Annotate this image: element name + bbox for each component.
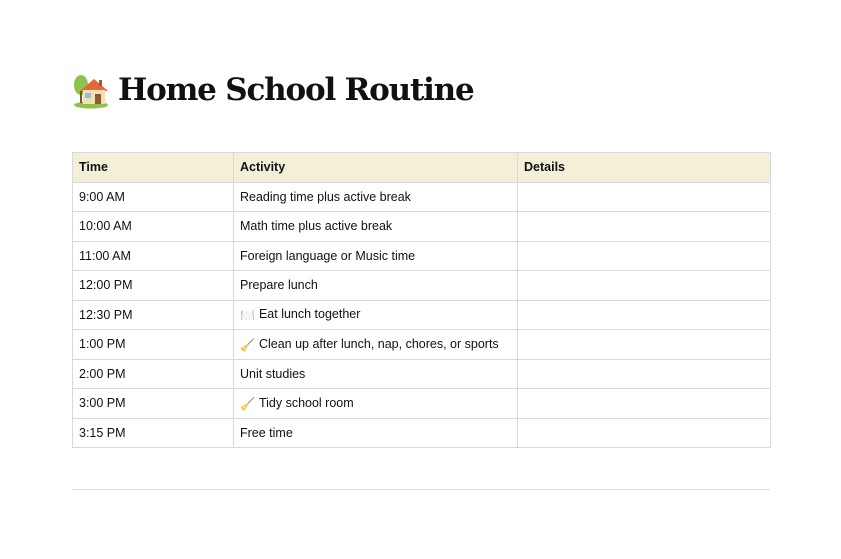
time-cell[interactable]: 1:00 PM xyxy=(73,330,234,360)
time-cell[interactable]: 12:00 PM xyxy=(73,271,234,301)
details-cell[interactable] xyxy=(518,330,771,360)
table-row xyxy=(73,182,771,212)
broom-icon: 🧹 xyxy=(240,337,255,352)
time-cell[interactable]: 3:15 PM xyxy=(73,418,234,448)
time-cell[interactable]: 9:00 AM xyxy=(73,182,234,212)
details-cell[interactable] xyxy=(518,359,771,389)
table-row xyxy=(73,300,771,330)
activity-cell[interactable] xyxy=(234,389,518,419)
details-cell[interactable] xyxy=(518,418,771,448)
activity-text: Eat lunch together xyxy=(258,307,361,322)
activity-cell[interactable] xyxy=(234,418,518,448)
time-cell[interactable]: 11:00 AM xyxy=(73,241,234,271)
activity-text: Clean up after lunch, nap, chores, or sports xyxy=(258,336,499,351)
activity-cell[interactable] xyxy=(234,241,518,271)
activity-cell[interactable] xyxy=(234,359,518,389)
header-time: Time xyxy=(73,153,234,183)
details-cell[interactable] xyxy=(518,271,771,301)
activity-cell[interactable] xyxy=(234,300,518,330)
activity-text: Free time xyxy=(240,425,293,440)
header-activity: Activity xyxy=(234,153,518,183)
page-title: Home School Routine xyxy=(118,72,474,108)
activity-text: Reading time plus active break xyxy=(240,189,411,204)
details-cell[interactable] xyxy=(518,182,771,212)
routine-table xyxy=(72,152,771,448)
title-row xyxy=(72,70,474,110)
activity-text: Tidy school room xyxy=(258,395,354,410)
details-cell[interactable] xyxy=(518,389,771,419)
details-cell[interactable] xyxy=(518,212,771,242)
activity-text: Prepare lunch xyxy=(240,278,318,293)
time-cell[interactable]: 10:00 AM xyxy=(73,212,234,242)
activity-text: Foreign language or Music time xyxy=(240,248,416,263)
time-cell[interactable]: 2:00 PM xyxy=(73,359,234,389)
table-row xyxy=(73,418,771,448)
activity-cell[interactable] xyxy=(234,182,518,212)
activity-cell[interactable] xyxy=(234,271,518,301)
details-cell[interactable] xyxy=(518,241,771,271)
house-with-garden-icon xyxy=(72,71,110,109)
plate-icon: 🍽️ xyxy=(240,308,255,323)
table-row xyxy=(73,271,771,301)
activity-text: Math time plus active break xyxy=(240,219,393,234)
time-cell[interactable]: 3:00 PM xyxy=(73,389,234,419)
details-cell[interactable] xyxy=(518,300,771,330)
page-divider xyxy=(72,489,770,490)
broom-icon: 🧹 xyxy=(240,396,255,411)
table-header-row xyxy=(73,153,771,183)
table-row xyxy=(73,330,771,360)
table-row xyxy=(73,389,771,419)
header-details: Details xyxy=(518,153,771,183)
table-row xyxy=(73,241,771,271)
table-row xyxy=(73,212,771,242)
activity-cell[interactable] xyxy=(234,212,518,242)
activity-text: Unit studies xyxy=(240,366,306,381)
table-row xyxy=(73,359,771,389)
activity-cell[interactable] xyxy=(234,330,518,360)
time-cell[interactable]: 12:30 PM xyxy=(73,300,234,330)
